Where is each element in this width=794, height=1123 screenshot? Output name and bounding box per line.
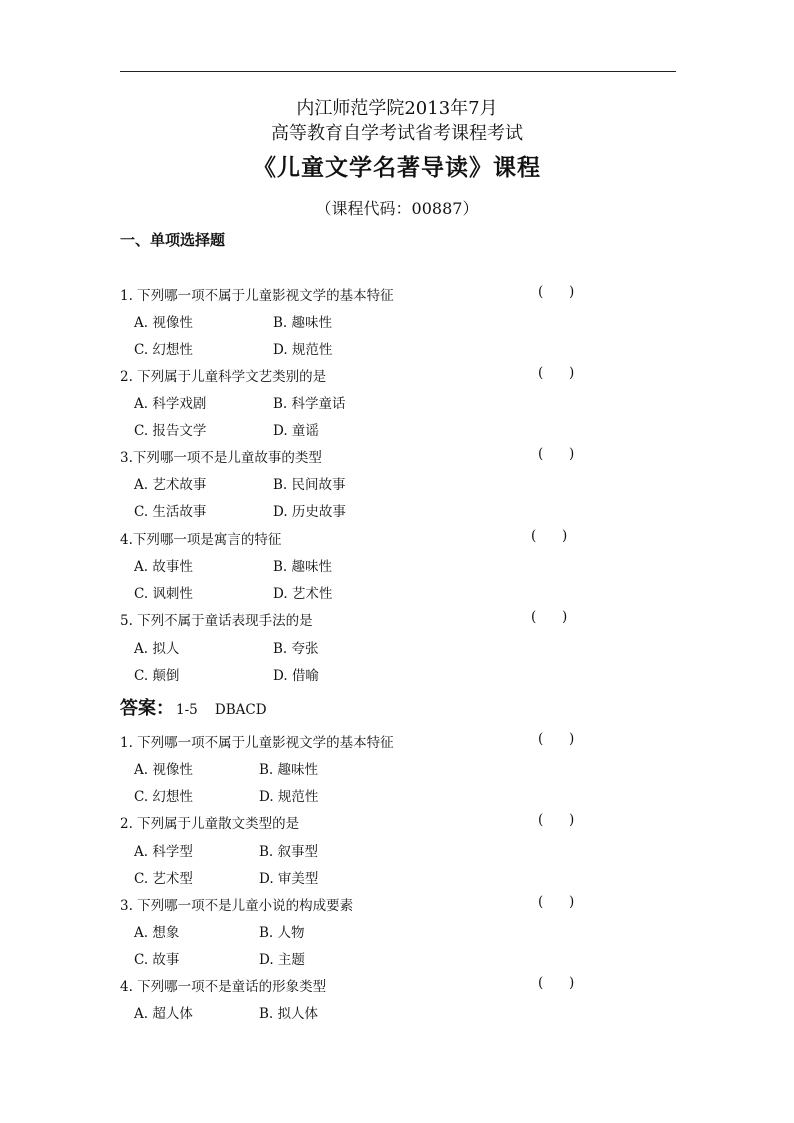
- option: C. 颠倒: [134, 668, 180, 684]
- course-code: （课程代码：00887）: [315, 199, 479, 218]
- option: B. 人物: [259, 925, 305, 941]
- option: B. 夸张: [273, 641, 319, 657]
- answer-blank: ( ): [531, 528, 568, 544]
- answer-blank: ( ): [538, 365, 575, 381]
- section-title: 一、单项选择题: [120, 231, 226, 249]
- option: C. 艺术型: [134, 871, 193, 887]
- answer-blank: ( ): [538, 284, 575, 300]
- question-text: 3.下列哪一项不是儿童故事的类型: [120, 450, 322, 466]
- question-text: 4. 下列哪一项不是童话的形象类型: [120, 979, 327, 995]
- option: C. 讽刺性: [134, 586, 193, 602]
- option: A. 拟人: [134, 641, 180, 657]
- question-text: 2. 下列属于儿童科学文艺类别的是: [120, 369, 327, 385]
- top-rule: [120, 71, 676, 72]
- question-text: 2. 下列属于儿童散文类型的是: [120, 816, 300, 832]
- option: B. 趣味性: [273, 559, 333, 575]
- option: D. 历史故事: [273, 504, 346, 520]
- option: D. 童谣: [273, 423, 319, 439]
- option: A. 视像性: [134, 315, 193, 331]
- answer-value: 1-5 DBACD: [176, 702, 267, 718]
- answer-blank: ( ): [538, 446, 575, 462]
- option: A. 艺术故事: [134, 477, 207, 493]
- question-text: 1. 下列哪一项不属于儿童影视文学的基本特征: [120, 288, 394, 304]
- header-line-2: 高等教育自学考试省考课程考试: [271, 123, 523, 144]
- option: D. 规范性: [259, 789, 319, 805]
- answer-key: [120, 694, 267, 720]
- option: C. 报告文学: [134, 423, 207, 439]
- option: B. 拟人体: [259, 1006, 319, 1022]
- option: B. 科学童话: [273, 396, 346, 412]
- answer-blank: ( ): [538, 975, 575, 991]
- option: A. 故事性: [134, 559, 193, 575]
- option: D. 审美型: [259, 871, 319, 887]
- option: A. 想象: [134, 925, 180, 941]
- option: D. 借喻: [273, 668, 319, 684]
- option: A. 科学戏剧: [134, 396, 207, 412]
- answer-label: 答案：: [120, 698, 174, 719]
- option: A. 超人体: [134, 1006, 193, 1022]
- course-title: 《儿童文学名著导读》课程: [253, 154, 541, 181]
- question-text: 5. 下列不属于童话表现手法的是: [120, 613, 313, 629]
- question-text: 3. 下列哪一项不是儿童小说的构成要素: [120, 898, 354, 914]
- option: C. 幻想性: [134, 789, 193, 805]
- answer-blank: ( ): [538, 812, 575, 828]
- option: A. 科学型: [134, 844, 193, 860]
- option: B. 民间故事: [273, 477, 346, 493]
- question-text: 1. 下列哪一项不属于儿童影视文学的基本特征: [120, 735, 394, 751]
- option: C. 故事: [134, 952, 180, 968]
- option: D. 主题: [259, 952, 305, 968]
- header-line-1: 内江师范学院2013年7月: [296, 98, 498, 119]
- answer-blank: ( ): [531, 609, 568, 625]
- option: C. 生活故事: [134, 504, 207, 520]
- option: C. 幻想性: [134, 342, 193, 358]
- option: A. 视像性: [134, 762, 193, 778]
- option: D. 规范性: [273, 342, 333, 358]
- option: B. 趣味性: [273, 315, 333, 331]
- option: B. 趣味性: [259, 762, 319, 778]
- question-text: 4.下列哪一项是寓言的特征: [120, 532, 282, 548]
- answer-blank: ( ): [538, 731, 575, 747]
- option: D. 艺术性: [273, 586, 333, 602]
- answer-blank: ( ): [538, 894, 575, 910]
- option: B. 叙事型: [259, 844, 319, 860]
